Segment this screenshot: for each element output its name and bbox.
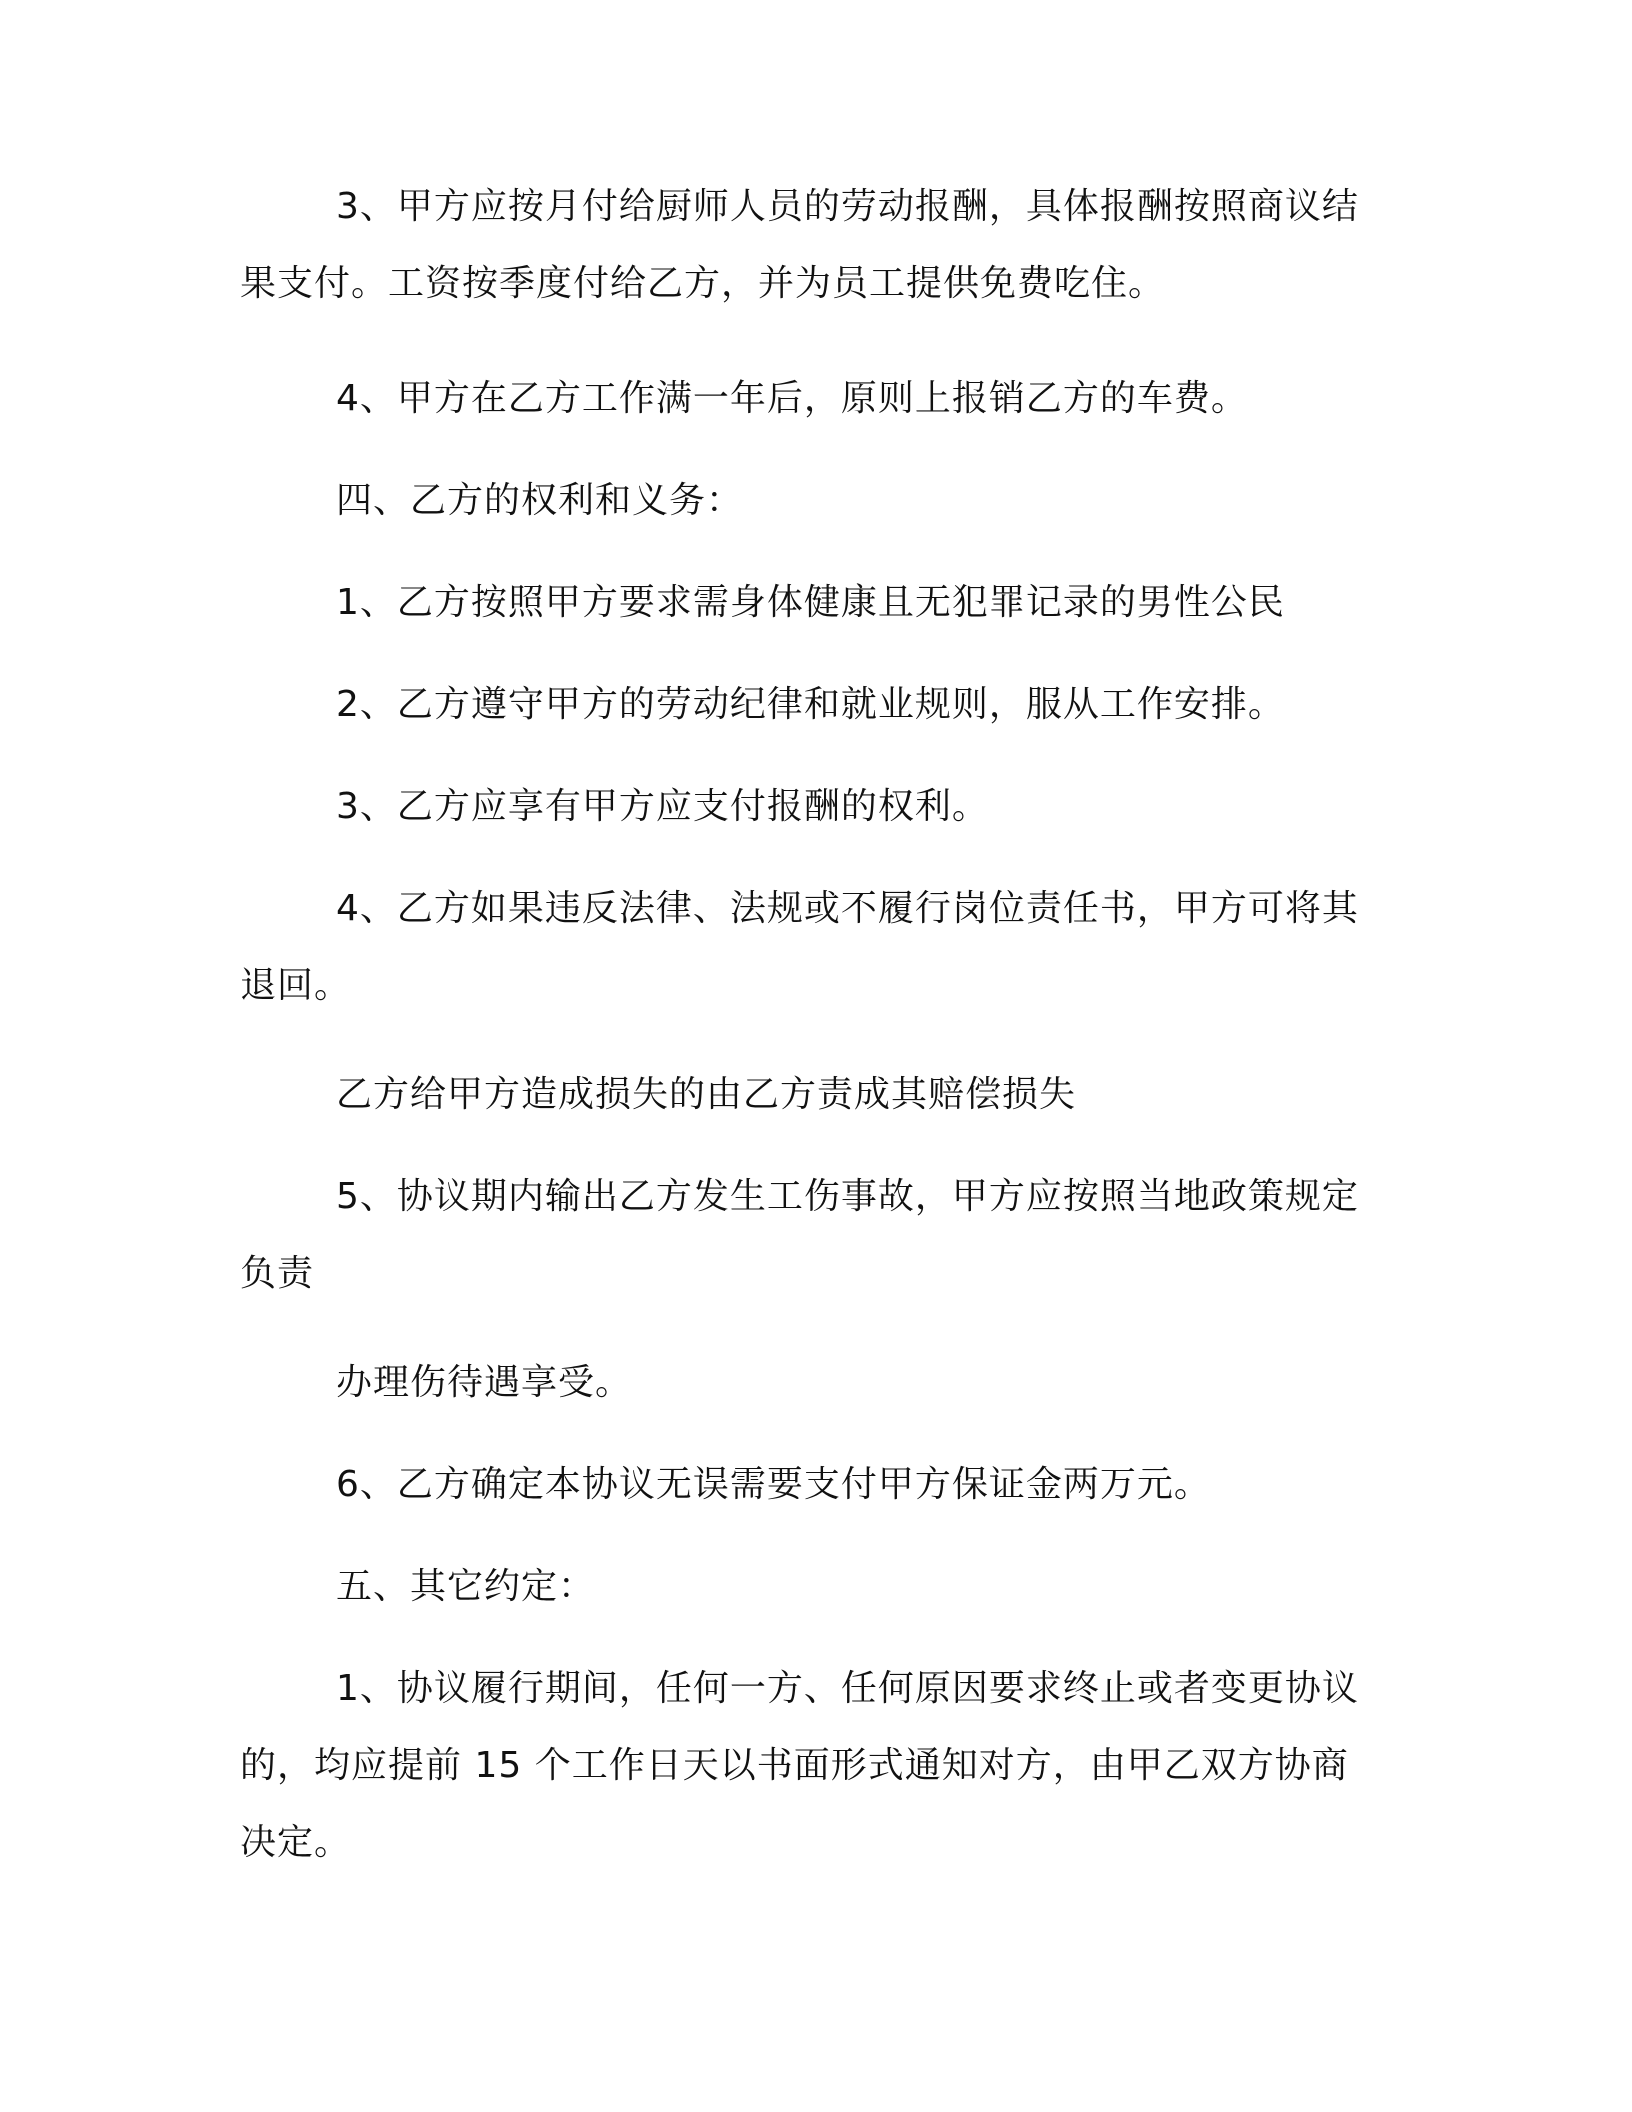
paragraph-b-health: 1、乙方按照甲方要求需身体健康且无犯罪记录的男性公民 bbox=[336, 582, 1285, 623]
paragraph-injury-treatment: 办理伤待遇享受。 bbox=[336, 1362, 633, 1403]
paragraph-b-pay-right: 3、乙方应享有甲方应支付报酬的权利。 bbox=[336, 786, 989, 827]
paragraph-b-violation: 4、乙方如果违反法律、法规或不履行岗位责任书，甲方可将其退回。 bbox=[240, 888, 1359, 1006]
paragraph-chef-pay: 3、甲方应按月付给厨师人员的劳动报酬，具体报酬按照商议结果支付。工资按季度付给乙方，并为员工提供免费吃住。 bbox=[240, 186, 1359, 304]
section-heading-party-b-rights: 四、乙方的权利和义务： bbox=[336, 480, 744, 521]
paragraph-b-discipline: 2、乙方遵守甲方的劳动纪律和就业规则，服从工作安排。 bbox=[336, 684, 1285, 725]
section-heading-other-terms: 五、其它约定： bbox=[336, 1566, 596, 1607]
paragraph-deposit: 6、乙方确定本协议无误需要支付甲方保证金两万元。 bbox=[336, 1464, 1211, 1505]
paragraph-work-injury: 5、协议期内输出乙方发生工伤事故，甲方应按照当地政策规定负责 bbox=[240, 1176, 1359, 1294]
paragraph-travel-reimbursement: 4、甲方在乙方工作满一年后，原则上报销乙方的车费。 bbox=[336, 378, 1248, 419]
paragraph-termination-notice: 1、协议履行期间，任何一方、任何原因要求终止或者变更协议的，均应提前 15 个工作日天以书面形式通知对方，由甲乙双方协商决定。 bbox=[240, 1668, 1359, 1863]
paragraph-b-compensation: 乙方给甲方造成损失的由乙方责成其赔偿损失 bbox=[336, 1074, 1077, 1115]
